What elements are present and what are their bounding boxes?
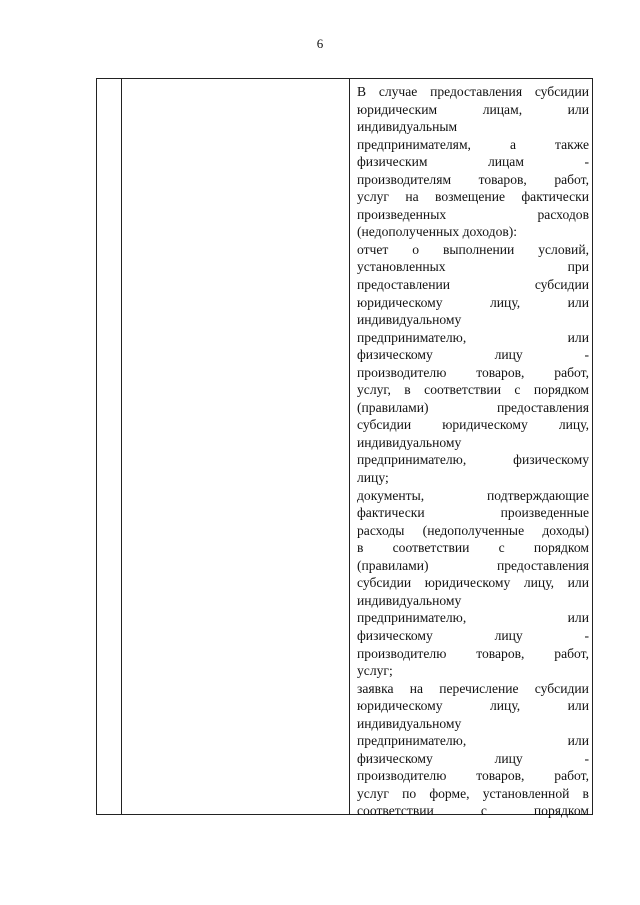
text-line: установленных при xyxy=(357,259,589,275)
text-line: предпринимателю, или xyxy=(357,610,589,626)
text-line: индивидуальному xyxy=(357,434,462,450)
text-line: предпринимателю, или xyxy=(357,733,589,749)
text-line: субсидии юридическому лицу, xyxy=(357,417,589,433)
text-line: производителю товаров, работ, xyxy=(357,364,589,380)
text-line: физическому лицу - xyxy=(357,627,589,643)
text-line: производителю товаров, работ, xyxy=(357,645,589,661)
text-line: индивидуальному xyxy=(357,592,462,608)
text-line: фактически произведенные xyxy=(357,505,589,521)
text-line: (недополученных доходов): xyxy=(357,224,518,240)
text-line: в соответствии с порядком xyxy=(357,540,589,556)
table-cell-requirements-text xyxy=(357,83,589,820)
text-line: услуг на возмещение фактически xyxy=(357,189,589,205)
text-line: производителю товаров, работ, xyxy=(357,768,589,784)
text-line: отчет о выполнении условий, xyxy=(357,241,589,257)
text-line: документы, подтверждающие xyxy=(357,487,589,503)
table-column-divider-2 xyxy=(349,79,350,814)
text-line: произведенных расходов xyxy=(357,206,589,222)
page-number: 6 xyxy=(316,36,324,51)
text-line: заявка на перечисление субсидии xyxy=(357,680,589,696)
text-line: услуг, в соответствии с порядком xyxy=(357,382,589,398)
text-line: физическому лицу - xyxy=(357,750,589,766)
table-column-divider-1 xyxy=(121,79,122,814)
text-line: производителям товаров, работ, xyxy=(357,171,589,187)
text-line: индивидуальному xyxy=(357,312,462,328)
text-line: соответствии с порядком xyxy=(357,803,589,819)
text-line: предпринимателю, физическому xyxy=(357,452,589,468)
text-line: услуг по форме, установленной в xyxy=(357,785,589,801)
text-line: расходы (недополученные доходы) xyxy=(357,522,589,538)
text-line: юридическим лицам, или xyxy=(357,101,589,117)
text-line: услуг; xyxy=(357,663,393,679)
text-line: юридическому лицу, или xyxy=(357,698,589,714)
document-table xyxy=(96,78,593,819)
text-line: предоставлении субсидии xyxy=(357,277,589,293)
text-line: лицу; xyxy=(357,470,389,486)
text-line: физическому лицу - xyxy=(357,347,589,363)
text-line: предпринимателям, а также xyxy=(357,136,589,152)
text-line: индивидуальному xyxy=(357,715,462,731)
text-line: (правилами) предоставления xyxy=(357,557,589,573)
text-line: физическим лицам - xyxy=(357,154,589,170)
text-line: индивидуальным xyxy=(357,119,458,135)
text-line: субсидии юридическому лицу, или xyxy=(357,575,589,591)
text-line: предпринимателю, или xyxy=(357,329,589,345)
text-line: юридическому лицу, или xyxy=(357,294,589,310)
text-line: (правилами) предоставления xyxy=(357,399,589,415)
text-line: В случае предоставления субсидии xyxy=(357,84,589,99)
